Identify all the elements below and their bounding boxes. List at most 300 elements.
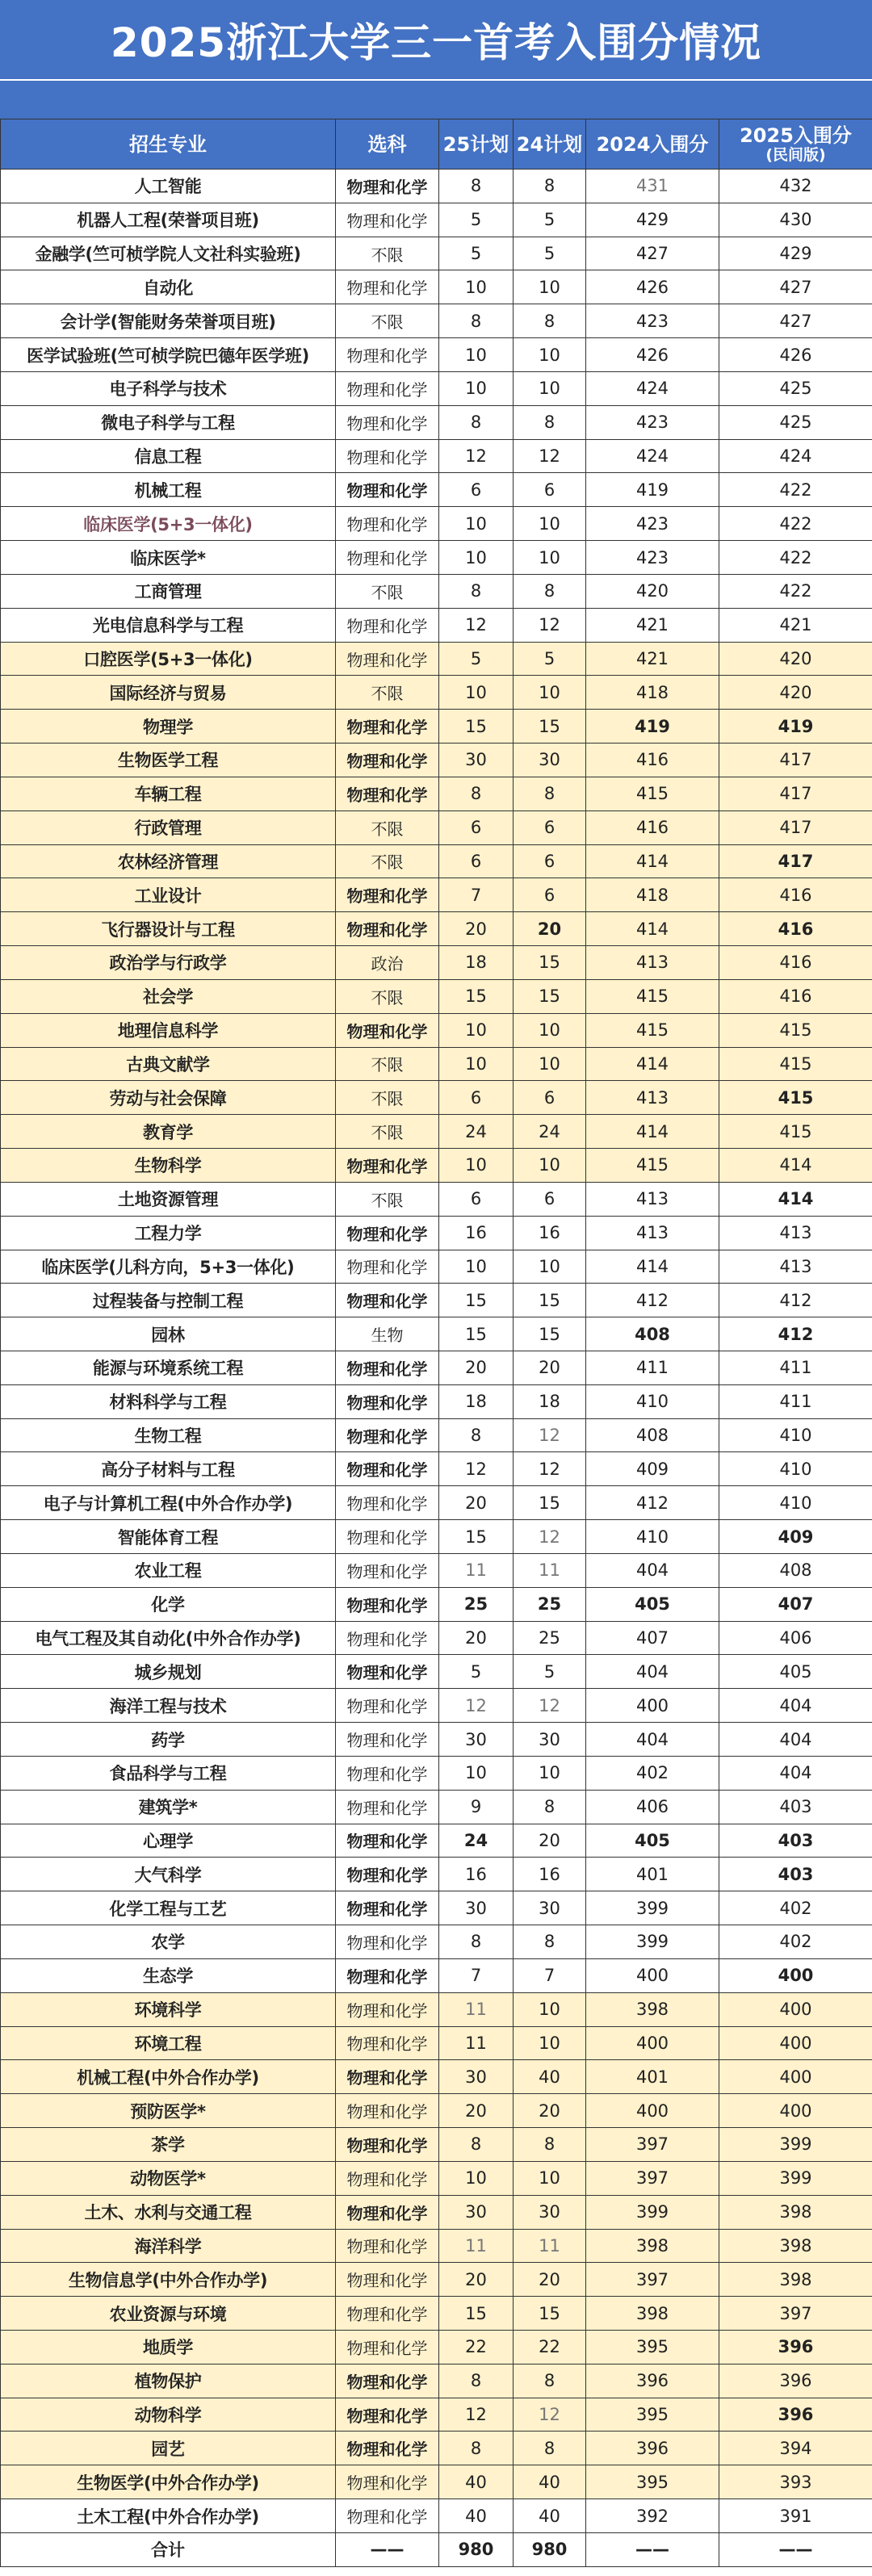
- subject-cell: 物理和化学: [336, 1958, 439, 1992]
- plan-2025-cell: 5: [439, 1655, 514, 1689]
- plan-2025-cell: 20: [439, 2263, 514, 2297]
- plan-2024-cell: 12: [514, 1520, 586, 1554]
- plan-2025-cell: 30: [439, 1891, 514, 1925]
- table-row: [1, 1756, 872, 1790]
- score-2024-cell: 410: [586, 1520, 719, 1554]
- table-row: [1, 1689, 872, 1723]
- major-cell: 地理信息科学: [1, 1013, 336, 1047]
- major-cell: 劳动与社会保障: [1, 1081, 336, 1115]
- plan-2025-cell: 22: [439, 2331, 514, 2364]
- table-row: [1, 1284, 872, 1317]
- major-cell: 机械工程: [1, 473, 336, 507]
- score-2025-cell: 408: [719, 1553, 872, 1587]
- major-cell: 电气工程及其自动化(中外合作办学): [1, 1621, 336, 1655]
- subject-cell: 不限: [336, 1182, 439, 1216]
- score-2024-cell: 395: [586, 2398, 719, 2431]
- score-2024-cell: 399: [586, 1925, 719, 1959]
- table-row: [1, 1925, 872, 1959]
- table-row: [1, 1115, 872, 1149]
- plan-2025-cell: 5: [439, 237, 514, 270]
- major-cell: 过程装备与控制工程: [1, 1284, 336, 1317]
- plan-2025-cell: 10: [439, 1149, 514, 1183]
- table-row: [1, 844, 872, 878]
- score-2025-cell: 391: [719, 2499, 872, 2533]
- score-2025-cell: 402: [719, 1925, 872, 1959]
- table-row: [1, 2060, 872, 2094]
- plan-2025-cell: 11: [439, 1553, 514, 1587]
- plan-2024-cell: 10: [514, 1013, 586, 1047]
- score-2024-cell: 400: [586, 1958, 719, 1992]
- plan-2025-cell: 40: [439, 2499, 514, 2533]
- plan-2024-cell: 10: [514, 371, 586, 405]
- plan-2025-cell: 6: [439, 810, 514, 844]
- score-2024-cell: 421: [586, 608, 719, 642]
- plan-2024-cell: 8: [514, 574, 586, 608]
- plan-2024-cell: 25: [514, 1587, 586, 1621]
- subject-cell: 物理和化学: [336, 1689, 439, 1723]
- score-2025-cell: 398: [719, 2195, 872, 2229]
- plan-2024-cell: 10: [514, 1250, 586, 1284]
- table-row: [1, 979, 872, 1013]
- subject-cell: 物理和化学: [336, 2364, 439, 2398]
- plan-2025-cell: 20: [439, 2094, 514, 2128]
- table-row: [1, 2331, 872, 2364]
- score-2025-cell: 407: [719, 1587, 872, 1621]
- major-cell: 临床医学*: [1, 541, 336, 575]
- score-2024-cell: 421: [586, 642, 719, 676]
- subject-cell: 物理和化学: [336, 2431, 439, 2465]
- score-2024-cell: 429: [586, 203, 719, 237]
- plan-2025-cell: 20: [439, 1486, 514, 1520]
- subject-cell: 物理和化学: [336, 1418, 439, 1452]
- score-2025-cell: 421: [719, 608, 872, 642]
- subject-cell: 不限: [336, 574, 439, 608]
- plan-2024-cell: 12: [514, 1418, 586, 1452]
- subject-cell: 物理和化学: [336, 1452, 439, 1486]
- subject-cell: 物理和化学: [336, 405, 439, 439]
- score-2025-cell: 432: [719, 170, 872, 203]
- score-2025-cell: 400: [719, 2060, 872, 2094]
- plan-2024-cell: 30: [514, 2195, 586, 2229]
- major-cell: 生物医学工程: [1, 743, 336, 777]
- score-2025-cell: 416: [719, 979, 872, 1013]
- plan-2025-cell: 8: [439, 777, 514, 810]
- plan-2025-cell: 15: [439, 1317, 514, 1351]
- score-2024-cell: 424: [586, 371, 719, 405]
- plan-2024-cell: 7: [514, 1958, 586, 1992]
- score-2025-cell: 416: [719, 878, 872, 912]
- score-2025-cell: 422: [719, 574, 872, 608]
- major-cell: 地质学: [1, 2331, 336, 2364]
- major-cell: 环境科学: [1, 1992, 336, 2026]
- major-cell: 口腔医学(5+3一体化): [1, 642, 336, 676]
- plan-2024-cell: 10: [514, 1149, 586, 1183]
- major-cell: 会计学(智能财务荣誉项目班): [1, 304, 336, 338]
- major-cell: 园艺: [1, 2431, 336, 2465]
- subject-cell: 物理和化学: [336, 1149, 439, 1183]
- plan-2024-cell: 10: [514, 676, 586, 710]
- table-row: [1, 2161, 872, 2195]
- score-2025-cell: 422: [719, 541, 872, 575]
- major-cell: 农业工程: [1, 1553, 336, 1587]
- plan-2024-cell: 5: [514, 1655, 586, 1689]
- table-row: [1, 642, 872, 676]
- score-2024-cell: 406: [586, 1790, 719, 1824]
- score-2025-cell: 410: [719, 1418, 872, 1452]
- subject-cell: 物理和化学: [336, 2128, 439, 2162]
- table-row: [1, 2094, 872, 2128]
- table-row: [1, 1486, 872, 1520]
- table-row: [1, 203, 872, 237]
- plan-2025-cell: 8: [439, 2431, 514, 2465]
- plan-2024-cell: 6: [514, 473, 586, 507]
- plan-2024-cell: 15: [514, 1284, 586, 1317]
- subject-cell: 物理和化学: [336, 1013, 439, 1047]
- major-cell: 机器人工程(荣誉项目班): [1, 203, 336, 237]
- table-row: [1, 1182, 872, 1216]
- plan-2025-cell: 30: [439, 743, 514, 777]
- score-2025-cell: 415: [719, 1013, 872, 1047]
- subject-cell: 物理和化学: [336, 2263, 439, 2297]
- score-2025-cell: 403: [719, 1858, 872, 1891]
- score-2024-cell: 419: [586, 473, 719, 507]
- table-row: [1, 2128, 872, 2162]
- table-row: [1, 439, 872, 473]
- table-row: [1, 2398, 872, 2431]
- plan-2025-cell: 18: [439, 1384, 514, 1418]
- plan-2025-cell: 6: [439, 1182, 514, 1216]
- score-2025-cell: 420: [719, 676, 872, 710]
- subject-cell: 物理和化学: [336, 710, 439, 743]
- subject-cell: 物理和化学: [336, 878, 439, 912]
- score-2024-cell: 396: [586, 2431, 719, 2465]
- score-2024-cell: 418: [586, 878, 719, 912]
- major-cell: 社会学: [1, 979, 336, 1013]
- plan-2025-cell: 16: [439, 1216, 514, 1250]
- table-row: [1, 2364, 872, 2398]
- plan-2024-cell: 10: [514, 2026, 586, 2060]
- plan-2025-cell: 10: [439, 541, 514, 575]
- score-2025-cell: 415: [719, 1081, 872, 1115]
- subject-cell: 物理和化学: [336, 1824, 439, 1858]
- score-2025-cell: 406: [719, 1621, 872, 1655]
- score-2024-cell: 415: [586, 1013, 719, 1047]
- plan-2024-cell: 10: [514, 1047, 586, 1081]
- major-cell: 农林经济管理: [1, 844, 336, 878]
- plan-2025-cell: 15: [439, 2297, 514, 2331]
- plan-2025-cell: 25: [439, 1587, 514, 1621]
- table-row: [1, 2297, 872, 2331]
- major-cell: 古典文献学: [1, 1047, 336, 1081]
- score-2024-cell: 404: [586, 1553, 719, 1587]
- plan-2024-cell: 20: [514, 2094, 586, 2128]
- plan-2025-cell: 8: [439, 304, 514, 338]
- table-row: [1, 507, 872, 541]
- table-row: [1, 541, 872, 575]
- plan-2025-cell: 12: [439, 608, 514, 642]
- major-cell: 行政管理: [1, 810, 336, 844]
- score-2024-cell: 398: [586, 2297, 719, 2331]
- score-2024-cell: 404: [586, 1655, 719, 1689]
- score-2024-cell: 405: [586, 1824, 719, 1858]
- major-cell: 化学: [1, 1587, 336, 1621]
- score-2025-cell: 422: [719, 507, 872, 541]
- plan-2024-cell: 6: [514, 878, 586, 912]
- table-row: [1, 304, 872, 338]
- plan-2025-cell: 5: [439, 642, 514, 676]
- plan-2025-cell: 30: [439, 1723, 514, 1757]
- score-2025-cell: 427: [719, 270, 872, 304]
- score-2024-cell: 415: [586, 777, 719, 810]
- subject-cell: 物理和化学: [336, 371, 439, 405]
- score-2025-cell: 396: [719, 2364, 872, 2398]
- table-row: [1, 1149, 872, 1183]
- score-2025-cell: 411: [719, 1384, 872, 1418]
- plan-2025-cell: 24: [439, 1824, 514, 1858]
- plan-2024-cell: 22: [514, 2331, 586, 2364]
- header-major: 招生专业: [1, 119, 336, 170]
- plan-2025-cell: 10: [439, 676, 514, 710]
- major-cell: 动物科学: [1, 2398, 336, 2431]
- score-2025-cell: 417: [719, 777, 872, 810]
- major-cell: 飞行器设计与工程: [1, 912, 336, 946]
- plan-2024-cell: 20: [514, 1351, 586, 1384]
- plan-2025-cell: 30: [439, 2060, 514, 2094]
- plan-2025-cell: 10: [439, 2161, 514, 2195]
- plan-2025-cell: 5: [439, 203, 514, 237]
- plan-2025-cell: 10: [439, 338, 514, 372]
- plan-2024-cell: 5: [514, 642, 586, 676]
- table-row: [1, 1621, 872, 1655]
- table-row: [1, 743, 872, 777]
- plan-2025-cell: 10: [439, 507, 514, 541]
- major-cell: 土地资源管理: [1, 1182, 336, 1216]
- subject-cell: 物理和化学: [336, 170, 439, 203]
- score-2024-cell: 400: [586, 2026, 719, 2060]
- score-2025-cell: 419: [719, 710, 872, 743]
- major-cell: 车辆工程: [1, 777, 336, 810]
- score-2024-cell: 414: [586, 1115, 719, 1149]
- score-2025-cell: 410: [719, 1486, 872, 1520]
- score-2024-cell: 416: [586, 743, 719, 777]
- major-cell: 农学: [1, 1925, 336, 1959]
- header-score-2025-note: (民间版): [765, 145, 826, 164]
- score-2024-cell: 412: [586, 1486, 719, 1520]
- table-row: [1, 371, 872, 405]
- table-row: [1, 1790, 872, 1824]
- major-cell: 智能体育工程: [1, 1520, 336, 1554]
- plan-2024-cell: 8: [514, 170, 586, 203]
- score-2025-cell: 404: [719, 1689, 872, 1723]
- subject-cell: 物理和化学: [336, 1486, 439, 1520]
- major-cell: 政治学与行政学: [1, 946, 336, 980]
- major-cell: 光电信息科学与工程: [1, 608, 336, 642]
- plan-2024-cell: 12: [514, 608, 586, 642]
- major-cell: 工业设计: [1, 878, 336, 912]
- score-2024-cell: 431: [586, 170, 719, 203]
- score-2024-cell: 423: [586, 507, 719, 541]
- major-cell: 动物医学*: [1, 2161, 336, 2195]
- major-cell: 工商管理: [1, 574, 336, 608]
- score-2025-cell: 412: [719, 1317, 872, 1351]
- score-2024-cell: 408: [586, 1317, 719, 1351]
- plan-2024-cell: 6: [514, 1081, 586, 1115]
- major-cell: 材料科学与工程: [1, 1384, 336, 1418]
- score-2025-cell: 398: [719, 2229, 872, 2263]
- total-score-2025-cell: ——: [719, 2532, 872, 2566]
- major-cell: 海洋科学: [1, 2229, 336, 2263]
- score-2024-cell: 395: [586, 2331, 719, 2364]
- major-cell: 国际经济与贸易: [1, 676, 336, 710]
- subject-cell: 物理和化学: [336, 338, 439, 372]
- subject-cell: 物理和化学: [336, 1858, 439, 1891]
- table-row: [1, 574, 872, 608]
- score-2024-cell: 418: [586, 676, 719, 710]
- subject-cell: 物理和化学: [336, 912, 439, 946]
- plan-2024-cell: 11: [514, 1553, 586, 1587]
- subject-cell: 物理和化学: [336, 2331, 439, 2364]
- major-cell: 城乡规划: [1, 1655, 336, 1689]
- score-2025-cell: 400: [719, 1992, 872, 2026]
- score-2024-cell: 427: [586, 237, 719, 270]
- plan-2024-cell: 16: [514, 1216, 586, 1250]
- table-row: [1, 1958, 872, 1992]
- table-row: [1, 2026, 872, 2060]
- score-2025-cell: 429: [719, 237, 872, 270]
- admission-score-table: [0, 119, 872, 2567]
- plan-2024-cell: 40: [514, 2060, 586, 2094]
- major-cell: 电子科学与技术: [1, 371, 336, 405]
- score-2024-cell: 413: [586, 1216, 719, 1250]
- plan-2025-cell: 12: [439, 1452, 514, 1486]
- score-2024-cell: 410: [586, 1384, 719, 1418]
- table-row: [1, 473, 872, 507]
- table-row: [1, 170, 872, 203]
- plan-2025-cell: 12: [439, 1689, 514, 1723]
- plan-2024-cell: 8: [514, 304, 586, 338]
- plan-2025-cell: 24: [439, 1115, 514, 1149]
- subject-cell: 物理和化学: [336, 1723, 439, 1757]
- plan-2025-cell: 8: [439, 2128, 514, 2162]
- plan-2025-cell: 20: [439, 912, 514, 946]
- plan-2024-cell: 15: [514, 946, 586, 980]
- plan-2024-cell: 8: [514, 2128, 586, 2162]
- major-cell: 生物科学: [1, 1149, 336, 1183]
- score-2025-cell: 413: [719, 1250, 872, 1284]
- subject-cell: 物理和化学: [336, 1351, 439, 1384]
- score-2025-cell: 420: [719, 642, 872, 676]
- plan-2024-cell: 12: [514, 2398, 586, 2431]
- plan-2024-cell: 40: [514, 2465, 586, 2499]
- score-2024-cell: 396: [586, 2364, 719, 2398]
- plan-2025-cell: 6: [439, 473, 514, 507]
- subject-cell: 不限: [336, 237, 439, 270]
- subject-cell: 不限: [336, 1115, 439, 1149]
- score-2025-cell: 422: [719, 473, 872, 507]
- table-row: [1, 676, 872, 710]
- score-2025-cell: 399: [719, 2161, 872, 2195]
- major-cell: 海洋工程与技术: [1, 1689, 336, 1723]
- score-2024-cell: 423: [586, 304, 719, 338]
- score-2025-cell: 427: [719, 304, 872, 338]
- major-cell: 教育学: [1, 1115, 336, 1149]
- major-cell: 建筑学*: [1, 1790, 336, 1824]
- table-row: [1, 1351, 872, 1384]
- major-cell: 高分子材料与工程: [1, 1452, 336, 1486]
- score-2024-cell: 405: [586, 1587, 719, 1621]
- score-2025-cell: 413: [719, 1216, 872, 1250]
- subject-cell: 物理和化学: [336, 2161, 439, 2195]
- plan-2025-cell: 6: [439, 844, 514, 878]
- major-cell: 工程力学: [1, 1216, 336, 1250]
- subject-cell: 物理和化学: [336, 2398, 439, 2431]
- table-row: [1, 1587, 872, 1621]
- score-2024-cell: 413: [586, 946, 719, 980]
- plan-2025-cell: 20: [439, 1621, 514, 1655]
- score-2025-cell: 404: [719, 1756, 872, 1790]
- plan-2025-cell: 30: [439, 2195, 514, 2229]
- subject-cell: 物理和化学: [336, 439, 439, 473]
- total-subject-cell: ——: [336, 2532, 439, 2566]
- table-row: [1, 1384, 872, 1418]
- major-cell: 医学试验班(竺可桢学院巴德年医学班): [1, 338, 336, 372]
- score-2024-cell: 404: [586, 1723, 719, 1757]
- score-2024-cell: 392: [586, 2499, 719, 2533]
- subject-cell: 物理和化学: [336, 1587, 439, 1621]
- subject-cell: 物理和化学: [336, 642, 439, 676]
- score-2025-cell: 425: [719, 371, 872, 405]
- major-cell: 机械工程(中外合作办学): [1, 2060, 336, 2094]
- plan-2024-cell: 5: [514, 237, 586, 270]
- score-2025-cell: 426: [719, 338, 872, 372]
- score-2024-cell: 414: [586, 912, 719, 946]
- subject-cell: 物理和化学: [336, 2499, 439, 2533]
- subject-cell: 物理和化学: [336, 743, 439, 777]
- table-row: [1, 1553, 872, 1587]
- subject-cell: 物理和化学: [336, 1384, 439, 1418]
- plan-2024-cell: 20: [514, 2263, 586, 2297]
- subject-cell: 不限: [336, 979, 439, 1013]
- plan-2025-cell: 15: [439, 979, 514, 1013]
- subject-cell: 物理和化学: [336, 1992, 439, 2026]
- score-2024-cell: 402: [586, 1756, 719, 1790]
- table-row: [1, 1013, 872, 1047]
- major-cell: 生物医学(中外合作办学): [1, 2465, 336, 2499]
- score-2024-cell: 408: [586, 1418, 719, 1452]
- table-row: [1, 2465, 872, 2499]
- subject-cell: 不限: [336, 844, 439, 878]
- subject-cell: 不限: [336, 810, 439, 844]
- plan-2024-cell: 20: [514, 912, 586, 946]
- plan-2024-cell: 15: [514, 710, 586, 743]
- score-2025-cell: 417: [719, 844, 872, 878]
- major-cell: 心理学: [1, 1824, 336, 1858]
- score-2025-cell: 400: [719, 2094, 872, 2128]
- total-plan-2024-cell: 980: [514, 2532, 586, 2566]
- plan-2025-cell: 40: [439, 2465, 514, 2499]
- subject-cell: 物理和化学: [336, 203, 439, 237]
- score-2025-cell: 412: [719, 1284, 872, 1317]
- score-2024-cell: 414: [586, 1250, 719, 1284]
- plan-2025-cell: 8: [439, 1925, 514, 1959]
- table-row: [1, 1858, 872, 1891]
- header-row: [1, 119, 872, 170]
- score-2024-cell: 400: [586, 1689, 719, 1723]
- plan-2024-cell: 12: [514, 439, 586, 473]
- plan-2024-cell: 16: [514, 1858, 586, 1891]
- major-cell: 食品科学与工程: [1, 1756, 336, 1790]
- plan-2024-cell: 10: [514, 541, 586, 575]
